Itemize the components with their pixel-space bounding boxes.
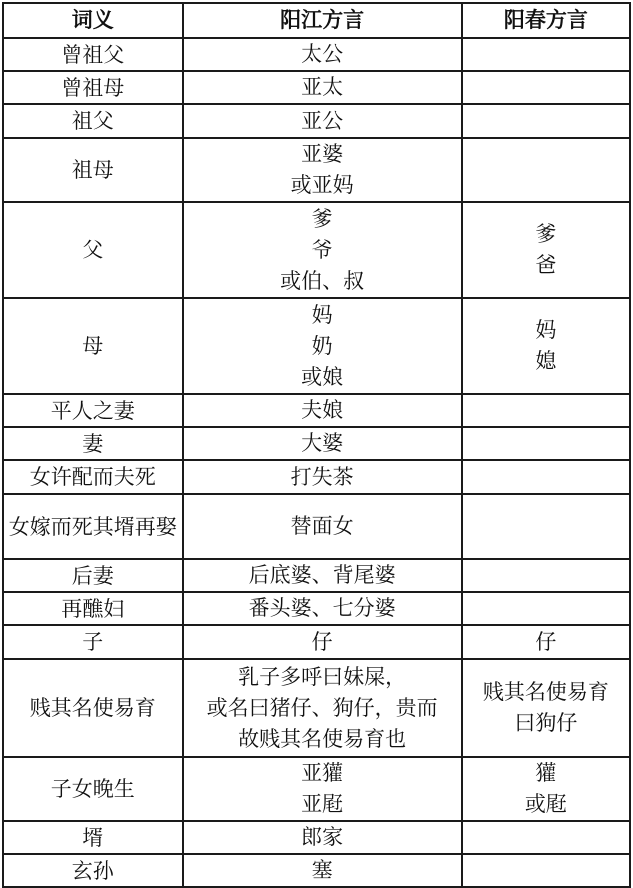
meaning-cell: 曾祖母 [3, 71, 183, 104]
yangjiang-cell [183, 494, 462, 559]
yangchun-line: 爹 [535, 222, 557, 246]
meaning-cell: 玄孙 [3, 854, 183, 887]
yangjiang-cell [183, 592, 462, 625]
yangchun-cell [462, 821, 630, 854]
meaning-cell: 女嫁而死其壻再娶 [3, 494, 183, 559]
yangjiang-cell [183, 460, 462, 494]
table-row [3, 38, 630, 71]
yangjiang-cell [183, 202, 462, 298]
table-row [3, 659, 630, 757]
header-meaning: 词义 [3, 3, 183, 38]
yangjiang-line: 打失茶 [290, 464, 354, 489]
table-row [3, 71, 630, 104]
yangchun-cell [462, 38, 630, 71]
header-yangchun: 阳春方言 [462, 3, 630, 38]
meaning-cell: 祖母 [3, 138, 183, 202]
table-row [3, 460, 630, 494]
meaning-cell: 壻 [3, 821, 183, 854]
yangchun-cell [462, 757, 630, 821]
yangjiang-line: 仔 [311, 629, 333, 654]
meaning-cell: 妻 [3, 427, 183, 460]
yangchun-line: 爸 [535, 253, 557, 277]
yangjiang-line: 番头婆、七分婆 [248, 596, 396, 620]
yangjiang-cell [183, 71, 462, 104]
yangjiang-line: 郎家 [301, 825, 344, 849]
yangchun-cell [462, 460, 630, 494]
yangjiang-line: 亚屘 [301, 792, 344, 816]
yangjiang-line: 妈 [311, 302, 333, 327]
yangchun-cell [462, 625, 630, 659]
yangchun-cell [462, 298, 630, 394]
yangjiang-cell [183, 659, 462, 757]
meaning-cell: 母 [3, 298, 183, 394]
yangchun-cell [462, 394, 630, 427]
table-row [3, 757, 630, 821]
yangchun-line: 贱其名使易育 [482, 680, 609, 704]
yangjiang-line: 奶 [311, 333, 333, 358]
yangchun-cell [462, 202, 630, 298]
yangchun-line: 妈 [535, 318, 557, 342]
yangchun-cell [462, 138, 630, 202]
header-yangjiang: 阳江方言 [183, 3, 462, 38]
meaning-cell: 父 [3, 202, 183, 298]
table-row [3, 202, 630, 298]
meaning-cell: 贱其名使易育 [3, 659, 183, 757]
yangjiang-cell [183, 821, 462, 854]
table-row [3, 854, 630, 887]
yangjiang-cell [183, 427, 462, 460]
yangchun-cell [462, 104, 630, 138]
yangjiang-line: 亚婆 [301, 142, 344, 166]
yangchun-line: 曰狗仔 [514, 711, 578, 735]
yangchun-line: 仔 [535, 629, 557, 654]
yangjiang-cell [183, 104, 462, 138]
table-row [3, 427, 630, 460]
table-row [3, 559, 630, 592]
yangjiang-line: 大婆 [301, 431, 344, 455]
yangjiang-cell [183, 757, 462, 821]
table-row [3, 592, 630, 625]
meaning-cell: 子女晚生 [3, 757, 183, 821]
meaning-cell: 再醮妇 [3, 592, 183, 625]
header-row [3, 3, 630, 38]
yangchun-cell [462, 592, 630, 625]
yangjiang-line: 或娘 [301, 364, 344, 389]
yangchun-cell [462, 494, 630, 559]
yangjiang-line: 亚獾 [301, 761, 344, 785]
table-row [3, 104, 630, 138]
meaning-cell: 祖父 [3, 104, 183, 138]
table-row [3, 138, 630, 202]
yangchun-line: 或屘 [524, 792, 567, 816]
meaning-cell: 曾祖父 [3, 38, 183, 71]
table-row [3, 298, 630, 394]
table-row [3, 625, 630, 659]
table-row [3, 821, 630, 854]
yangjiang-line: 或亚妈 [290, 173, 354, 197]
yangchun-cell [462, 427, 630, 460]
table-body [3, 38, 630, 887]
yangjiang-cell [183, 298, 462, 394]
yangjiang-cell [183, 625, 462, 659]
meaning-cell: 子 [3, 625, 183, 659]
dialect-kinship-table [2, 2, 631, 888]
yangjiang-cell [183, 559, 462, 592]
yangchun-cell [462, 854, 630, 887]
yangjiang-line: 爷 [311, 237, 333, 262]
yangchun-line: 媳 [535, 349, 557, 373]
yangjiang-cell [183, 394, 462, 427]
yangjiang-line: 塞 [311, 858, 333, 882]
yangjiang-line: 亚公 [301, 108, 344, 133]
yangjiang-line: 夫娘 [301, 398, 344, 422]
yangjiang-cell [183, 138, 462, 202]
yangjiang-line: 后底婆、背尾婆 [248, 563, 396, 587]
yangchun-cell [462, 559, 630, 592]
yangjiang-line: 或伯、叔 [280, 268, 365, 293]
yangjiang-line: 太公 [301, 42, 344, 66]
meaning-cell: 女许配而夫死 [3, 460, 183, 494]
yangjiang-cell [183, 38, 462, 71]
yangchun-cell [462, 71, 630, 104]
yangjiang-cell [183, 854, 462, 887]
yangjiang-line: 故贱其名使易育也 [238, 726, 407, 751]
table-row [3, 494, 630, 559]
yangchun-line: 獾 [535, 761, 557, 785]
yangjiang-line: 爹 [311, 206, 333, 231]
meaning-cell: 后妻 [3, 559, 183, 592]
yangjiang-line: 替面女 [290, 514, 354, 538]
meaning-cell: 平人之妻 [3, 394, 183, 427]
yangjiang-line: 亚太 [301, 75, 344, 99]
yangchun-cell [462, 659, 630, 757]
table-row [3, 394, 630, 427]
yangjiang-line: 乳子多呼曰妹屎， [238, 664, 407, 689]
yangjiang-line: 或名曰猪仔、狗仔，贵而 [206, 695, 438, 720]
